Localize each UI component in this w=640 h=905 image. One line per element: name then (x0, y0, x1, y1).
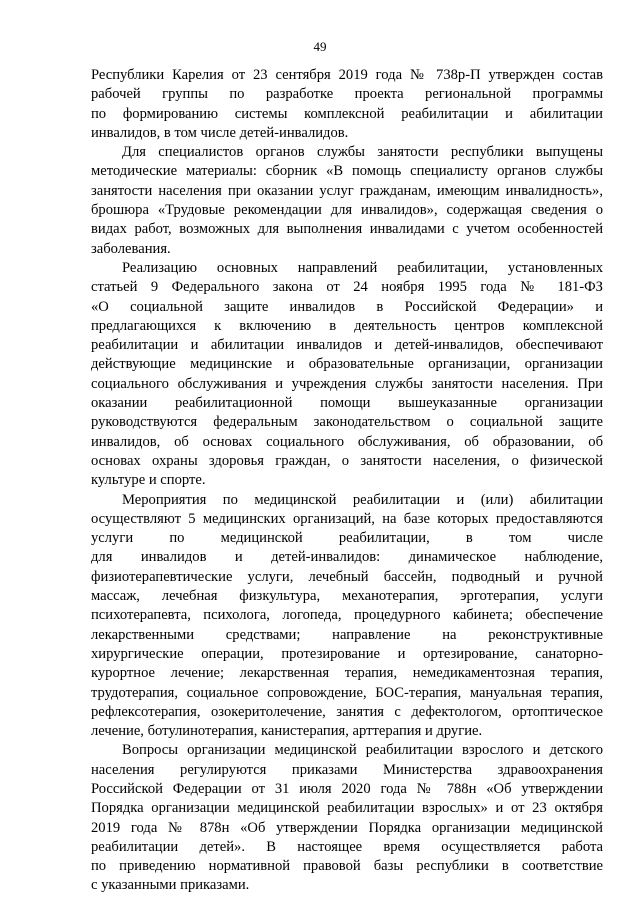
text-line: действующие медицинские и образовательные организации, организации (91, 356, 603, 373)
text-line: занятости населения при оказании услуг гражданам, имеющим инвалидность», (91, 182, 603, 199)
text-line: лекарственными средствами; направление на реконструктивные (91, 626, 603, 643)
text-line: хирургические операции, протезирование и ортезирование, санаторно- (91, 645, 603, 662)
text-line: Республики Карелия от 23 сентября 2019 года № 738р-П утвержден состав (91, 67, 603, 83)
text-line: по формированию системы комплексной реабилитации и абилитации (91, 105, 603, 122)
text-line: брошюра «Трудовые рекомендации для инвалидов», содержащая сведения о (91, 202, 603, 219)
text-line: инвалидов, в том числе детей-инвалидов. (91, 124, 349, 141)
text-line: социального обслуживания и учреждения службы занятости населения. При (91, 375, 603, 392)
text-line: реабилитации детей». В настоящее время осуществляется работа (91, 838, 603, 855)
text-line: услуги по медицинской реабилитации, в том числе (91, 530, 603, 547)
text-line: статьей 9 Федерального закона от 24 ноября 1995 года № 181-ФЗ (91, 279, 603, 296)
text-line: Реализацию основных направлений реабилитации, установленных (122, 259, 603, 276)
text-line: лечение, ботулинотерапия, канистерапия, арттерапия и другие. (91, 723, 483, 740)
text-line: предлагающихся к включению в деятельность центров комплексной (91, 317, 603, 334)
text-line: Российской Федерации от 31 июля 2020 года № 788н «Об утверждении (91, 780, 603, 797)
text-line: 2019 года № 878н «Об утверждении Порядка организации медицинской (91, 819, 603, 836)
text-line: реабилитации и абилитации инвалидов и детей-инвалидов, обеспечивают (91, 337, 603, 354)
text-line: основах охраны здоровья граждан, о занятости населения, о физической (91, 452, 603, 469)
text-line: культуре и спорте. (91, 472, 206, 489)
text-line: Вопросы организации медицинской реабилитации взрослого и детского (122, 742, 603, 759)
text-line: видах работ, возможных для выполнения инвалидами с учетом особенностей (91, 221, 603, 238)
text-line: психотерапевта, психолога, логопеда, процедурного кабинета; обеспечение (91, 607, 603, 624)
text-line: осуществляют 5 медицинских организаций, на базе которых предоставляются (91, 510, 603, 527)
text-line: с указанными приказами. (91, 877, 250, 894)
text-line: инвалидов, об основах социального обслуживания, об образовании, об (91, 433, 603, 450)
text-line: Для специалистов органов службы занятости республики выпущены (122, 144, 603, 161)
text-line: Мероприятия по медицинской реабилитации и (или) абилитации (122, 491, 603, 508)
page-number: 49 (313, 39, 327, 54)
body-text (91, 66, 603, 896)
text-line: рабочей группы по разработке проекта региональной программы (91, 86, 603, 103)
text-line: по приведению нормативной правовой базы республики в соответствие (91, 858, 603, 875)
text-line: трудотерапия, социальное сопровождение, БОС-терапия, мануальная терапия, (91, 684, 603, 701)
text-line: методические материалы: сборник «В помощь специалисту органов службы (91, 163, 603, 180)
text-line: для инвалидов и детей-инвалидов: динамическое наблюдение, (91, 549, 603, 566)
text-line: рефлексотерапия, озокеритолечение, занятия с дефектологом, ортоптическое (91, 703, 603, 720)
text-line: «О социальной защите инвалидов в Российской Федерации» и (91, 298, 603, 315)
text-line: руководствуются федеральным законодательством о социальной защите (91, 414, 603, 431)
text-line: физиотерапевтические услуги, лечебный бассейн, подводный и ручной (91, 568, 603, 585)
text-line: массаж, лечебная физкультура, механотерапия, эрготерапия, услуги (91, 588, 603, 605)
text-line: Порядка организации медицинской реабилитации взрослых» и от 23 октября (91, 800, 603, 817)
text-line: курортное лечение; лекарственная терапия, немедикаментозная терапия, (91, 665, 603, 682)
text-line: заболевания. (91, 240, 171, 257)
text-line: населения регулируются приказами Министерства здравоохранения (91, 761, 603, 778)
text-line: оказании реабилитационной помощи вышеуказанные организации (91, 395, 603, 412)
